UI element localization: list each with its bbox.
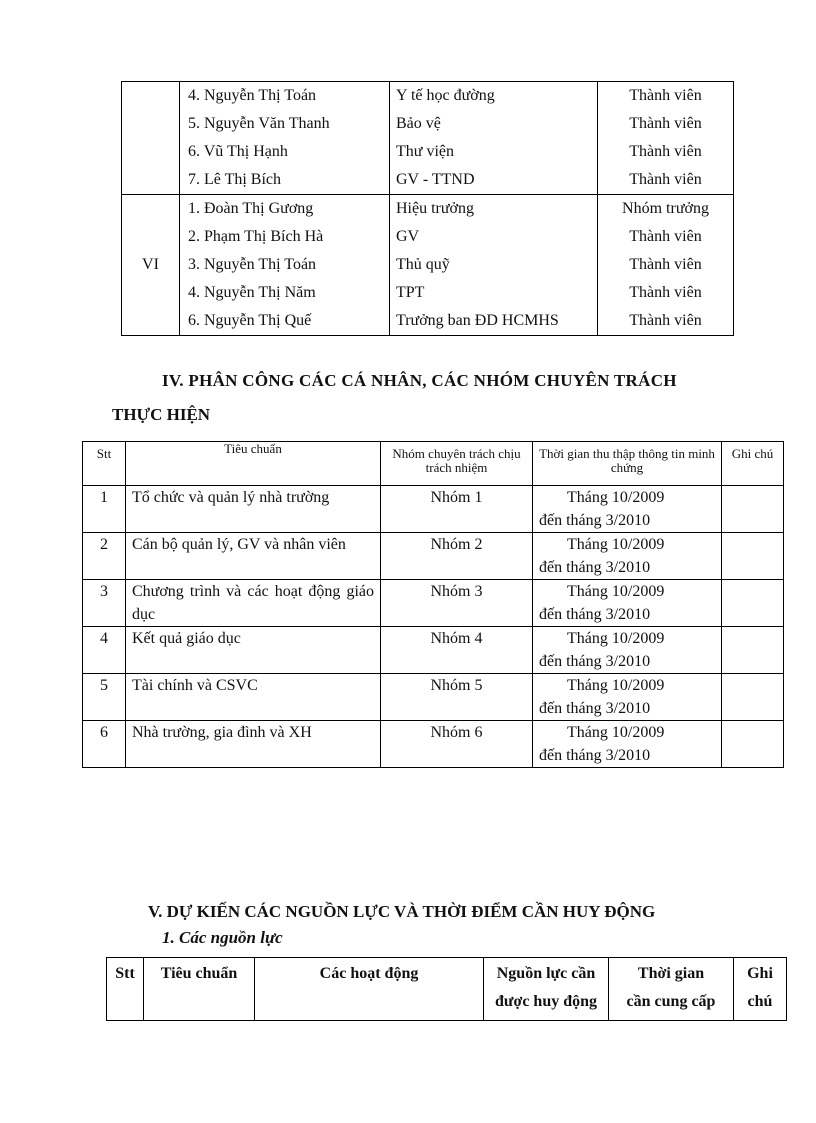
assignment-table [82, 441, 784, 768]
row-time [533, 580, 722, 627]
column-header [734, 958, 787, 1021]
member-position: Thành viên [629, 312, 702, 329]
member-role: Y tế học đường [396, 87, 495, 104]
row-time-end: đến tháng 3/2010 [539, 512, 651, 529]
column-header: Nhóm chuyên trách chịu trách nhiệm [381, 442, 533, 486]
table-row [122, 195, 734, 336]
column-header [484, 958, 609, 1021]
section-heading: V. DỰ KIẾN CÁC NGUỒN LỰC VÀ THỜI ĐIỂM CẦN HUY ĐỘNG [148, 902, 656, 921]
table-row [83, 580, 784, 627]
row-note [722, 486, 784, 533]
table-row [122, 82, 734, 195]
row-note [722, 674, 784, 721]
column-header: Ghi chú [722, 442, 784, 486]
table-header-row [83, 442, 784, 486]
member-name: 6. Vũ Thị Hạnh [188, 143, 288, 160]
member-role: Hiệu trưởng [396, 200, 475, 217]
row-time-end: đến tháng 3/2010 [539, 747, 651, 764]
row-time-start: Tháng 10/2009 [567, 489, 665, 506]
row-time-start: Tháng 10/2009 [567, 677, 665, 694]
table-header-row [107, 958, 787, 1021]
row-time [533, 533, 722, 580]
row-note [722, 627, 784, 674]
row-group: Nhóm 6 [381, 721, 533, 768]
row-group: Nhóm 3 [381, 580, 533, 627]
table-row [83, 486, 784, 533]
member-role: GV [396, 228, 420, 245]
member-role: Bảo vệ [396, 115, 441, 132]
row-criteria: Nhà trường, gia đình và XH [126, 721, 381, 768]
row-group: Nhóm 4 [381, 627, 533, 674]
member-name: 6. Nguyễn Thị Quế [188, 312, 312, 329]
subsection-heading: 1. Các nguồn lực [162, 928, 283, 947]
section-heading: IV. PHÂN CÔNG CÁC CÁ NHÂN, CÁC NHÓM CHUYÊN TRÁCH [162, 371, 677, 390]
member-position: Thành viên [629, 87, 702, 104]
resources-table [106, 957, 787, 1021]
member-position: Thành viên [629, 284, 702, 301]
row-group: Nhóm 1 [381, 486, 533, 533]
member-position: Nhóm trưởng [622, 200, 709, 217]
member-role: TPT [396, 284, 425, 301]
row-group: Nhóm 5 [381, 674, 533, 721]
row-time-end: đến tháng 3/2010 [539, 606, 651, 623]
row-stt: 5 [83, 674, 126, 721]
column-header: Stt [83, 442, 126, 486]
group-number: VI [122, 195, 180, 336]
member-name: 4. Nguyễn Thị Năm [188, 284, 316, 301]
row-time-start: Tháng 10/2009 [567, 536, 665, 553]
member-role: Thủ quỹ [396, 256, 450, 273]
row-note [722, 580, 784, 627]
header-line: chú [747, 993, 773, 1010]
row-group: Nhóm 2 [381, 533, 533, 580]
table-row [83, 627, 784, 674]
column-header [609, 958, 734, 1021]
section-heading-continued: THỰC HIỆN [112, 405, 211, 424]
row-time [533, 486, 722, 533]
member-role: Thư viện [396, 143, 454, 160]
row-time-end: đến tháng 3/2010 [539, 653, 651, 670]
row-stt: 3 [83, 580, 126, 627]
header-line: được huy động [494, 993, 598, 1010]
header-line: Ghi [747, 965, 773, 982]
row-stt: 6 [83, 721, 126, 768]
member-role: GV - TTND [396, 171, 475, 188]
column-header: Tiêu chuẩn [144, 958, 255, 1021]
table-row [83, 721, 784, 768]
row-criteria: Cán bộ quản lý, GV và nhân viên [126, 533, 381, 580]
header-line: Thời gian [637, 965, 705, 982]
row-criteria: Tổ chức và quản lý nhà trường [126, 486, 381, 533]
row-criteria: Kết quả giáo dục [126, 627, 381, 674]
member-position: Thành viên [629, 171, 702, 188]
row-note [722, 721, 784, 768]
row-time [533, 721, 722, 768]
row-time-end: đến tháng 3/2010 [539, 559, 651, 576]
committee-table [121, 81, 734, 336]
member-position: Thành viên [629, 115, 702, 132]
member-position: Thành viên [629, 228, 702, 245]
row-stt: 4 [83, 627, 126, 674]
row-time-start: Tháng 10/2009 [567, 724, 665, 741]
member-position: Thành viên [629, 256, 702, 273]
member-name: 4. Nguyễn Thị Toán [188, 87, 317, 104]
row-time-start: Tháng 10/2009 [567, 583, 665, 600]
member-name: 3. Nguyễn Thị Toán [188, 256, 317, 273]
member-name: 1. Đoàn Thị Gương [188, 200, 314, 217]
column-header: Các hoạt động [255, 958, 484, 1021]
row-time-end: đến tháng 3/2010 [539, 700, 651, 717]
column-header: Tiêu chuẩn [126, 442, 381, 486]
group-number [122, 82, 180, 195]
row-stt: 1 [83, 486, 126, 533]
row-criteria: Chương trình và các hoạt động giáo dục [126, 580, 381, 627]
row-note [722, 533, 784, 580]
column-header: Thời gian thu thập thông tin minh chứng [533, 442, 722, 486]
member-role: Trưởng ban ĐD HCMHS [396, 312, 559, 329]
row-time [533, 674, 722, 721]
member-name: 2. Phạm Thị Bích Hà [188, 228, 324, 245]
header-line: Nguồn lực cần [496, 965, 596, 982]
row-time [533, 627, 722, 674]
row-time-start: Tháng 10/2009 [567, 630, 665, 647]
header-line: cần cung cấp [626, 993, 716, 1010]
table-row [83, 674, 784, 721]
member-position: Thành viên [629, 143, 702, 160]
row-criteria: Tài chính và CSVC [126, 674, 381, 721]
row-stt: 2 [83, 533, 126, 580]
column-header: Stt [107, 958, 144, 1021]
table-row [83, 533, 784, 580]
member-name: 5. Nguyễn Văn Thanh [188, 115, 330, 132]
member-name: 7. Lê Thị Bích [188, 171, 282, 188]
